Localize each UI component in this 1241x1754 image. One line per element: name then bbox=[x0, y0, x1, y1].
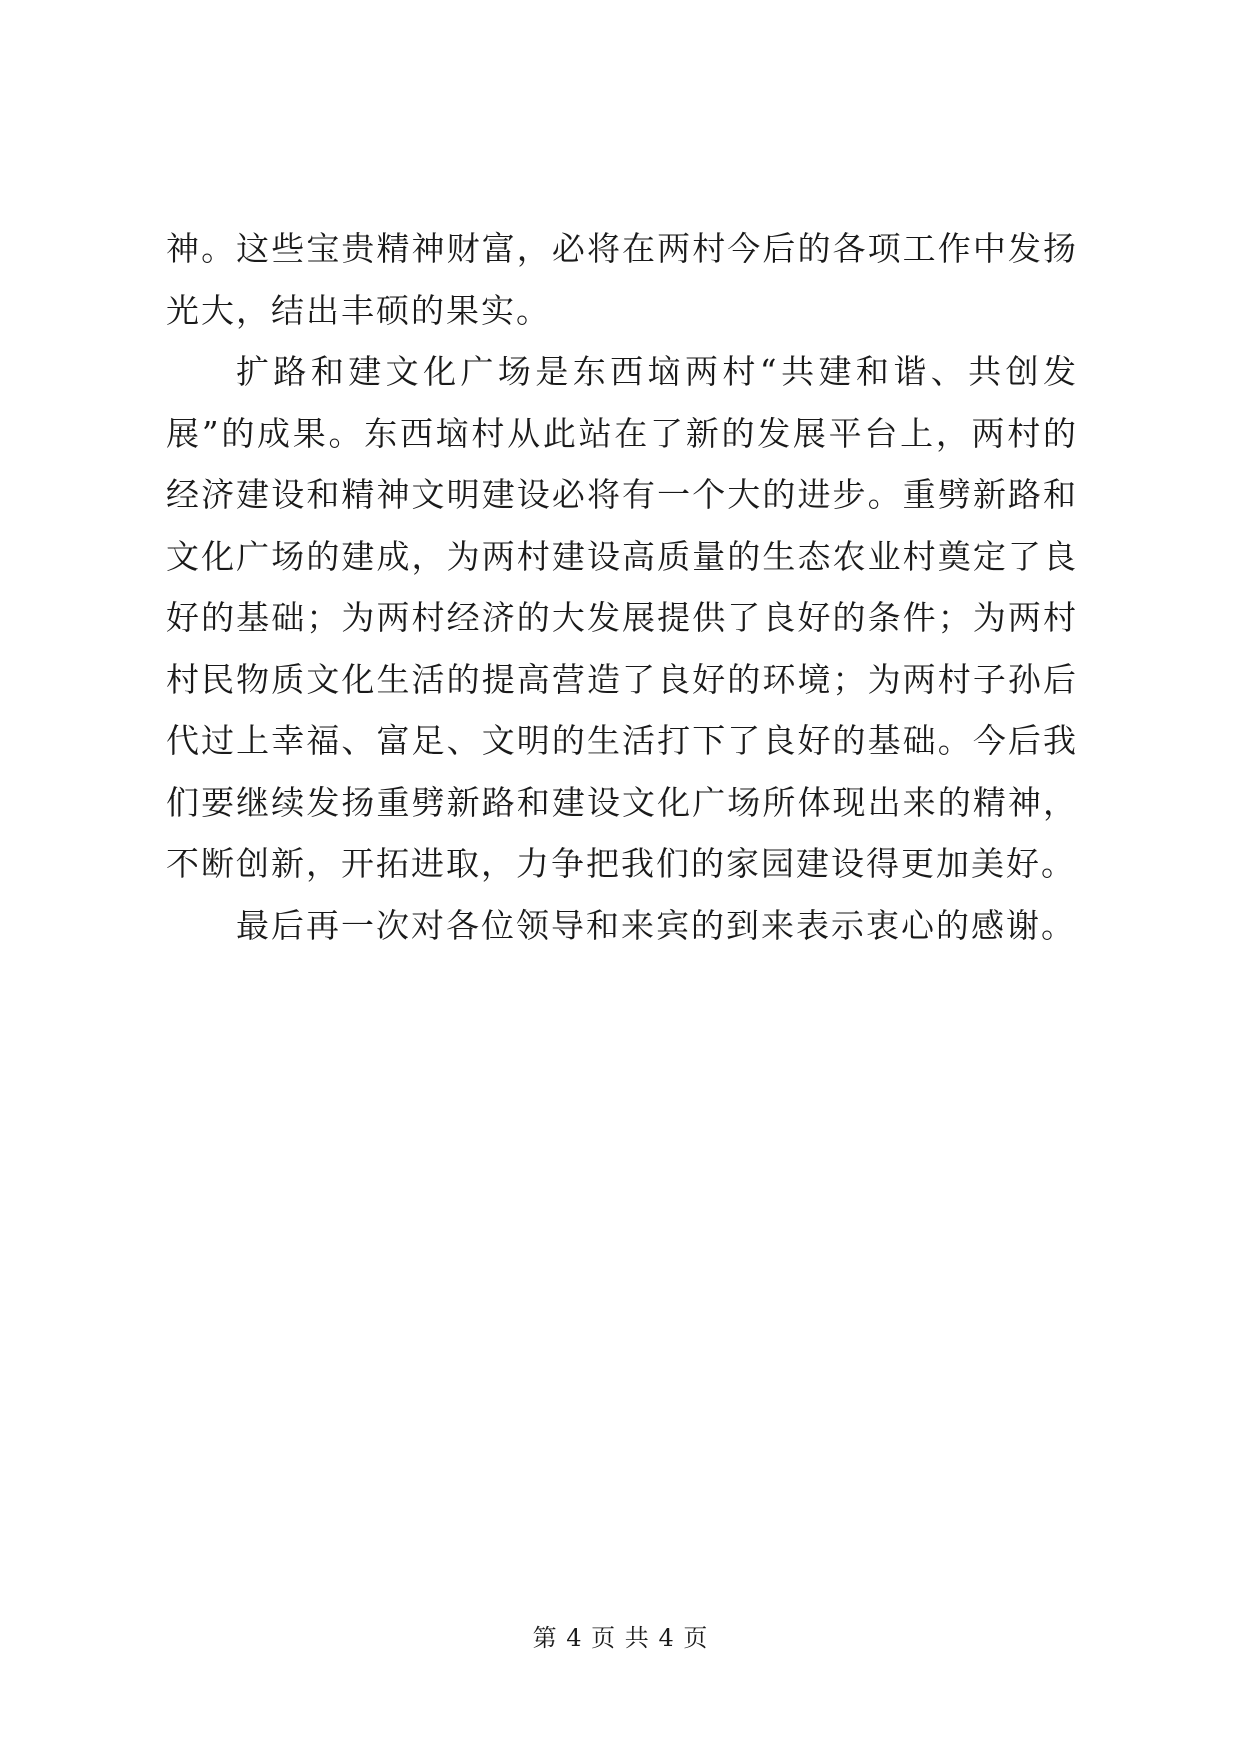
paragraph-3: 最后再一次对各位领导和来宾的到来表示衷心的感谢。 bbox=[236, 905, 1076, 945]
paragraph-2: 扩路和建文化广场是东西垴两村“共建和谐、共创发展”的成果。东西垴村从此站在了新的发展平台上，两村的经济建设和精神文明建设必将有一个大的进步。重劈新路和文化广场的建成，为两村建设高质量的生态农业村奠定了良好的基础；为两村经济的大发展提供了良好的条件；为两村村民物质文化生活的提高营造了良好的环境；为两村子孙后代过上幸福、富足、文明的生活打下了良好的基础。今后我们要继续发扬重劈新路和建设文化广场所体现出来的精神，不断创新，开拓进取，力争把我们的家园建设得更加美好。 bbox=[166, 352, 1078, 883]
page-number-footer: 第 4 页 共 4 页 bbox=[532, 1624, 709, 1652]
paragraph-1: 神。这些宝贵精神财富，必将在两村今后的各项工作中发扬光大，结出丰硕的果实。 bbox=[166, 229, 1078, 330]
document-body bbox=[166, 218, 1078, 956]
